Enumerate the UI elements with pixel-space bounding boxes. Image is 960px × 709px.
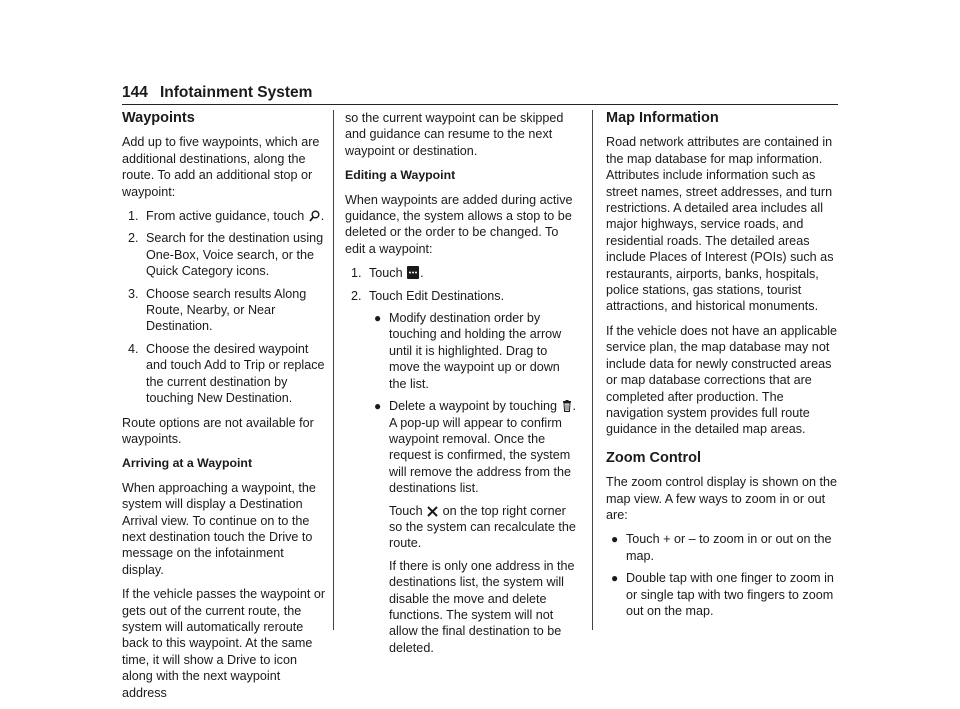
column-divider bbox=[333, 110, 334, 630]
close-icon bbox=[427, 506, 438, 517]
trash-icon bbox=[562, 400, 572, 412]
list-item: 2. Touch Edit Destinations. ● Modify destination order by touching and holding the arrow until it is highlighted. Drag to move the waypoint up or down the list. ● Delete a waypoint by touching . A pop-up will appear to confirm waypoint removal. Once the request is confirmed, the system will remove the address from the destinations list. Touch on the top right corner so the system can recalculate the route. If there is only one address in the destinations list, the system will disable the move and delete functions. The system will not allow the final destination to be deleted. bbox=[345, 288, 580, 657]
list-item: ● Touch + or – to zoom in or out on the map. bbox=[611, 532, 832, 563]
list-item: 3. Choose search results Along Route, Nearby, or Near Destination. bbox=[128, 286, 307, 334]
zoom-bullets bbox=[606, 531, 841, 619]
arriving-paragraph: When approaching a waypoint, the system will display a Destination Arrival view. To continue on to the next destination touch the Drive to message on the infotainment display. bbox=[122, 480, 316, 577]
reroute-paragraph: If the vehicle passes the waypoint or gets out of the current route, the system will automatically reroute back to this waypoint. At the same time, it will show a Drive to icon along with the next waypoint address bbox=[122, 587, 326, 700]
zoom-intro: The zoom control display is shown on the map view. A few ways to zoom in or out are: bbox=[606, 475, 838, 522]
map-information-paragraph: Road network attributes are contained in the map database for map information. Attributes include information such as street names, street addresses, and turn restrictions. A detailed area includes all major highways, service roads, and residential roads. The detailed areas include Places of Interest (POIs) such as restaurants, airports, banks, hospitals, police stations, gas stations, tourist attractions, and historical monuments. bbox=[606, 135, 834, 314]
waypoint-steps bbox=[122, 208, 327, 406]
route-options-note: Route options are not available for waypoints. bbox=[122, 415, 314, 446]
list-item: 1. From active guidance, touch . bbox=[128, 209, 325, 224]
map-information-heading: Map Information bbox=[606, 110, 719, 126]
page-header bbox=[122, 84, 838, 105]
column-divider bbox=[592, 110, 593, 630]
editing-bullets bbox=[369, 310, 580, 656]
list-item: 1. Touch . bbox=[351, 266, 424, 281]
column-3 bbox=[606, 110, 841, 625]
continued-paragraph: so the current waypoint can be skipped and guidance can resume to the next waypoint or destination. bbox=[345, 111, 564, 158]
search-icon bbox=[309, 210, 320, 222]
waypoints-intro: Add up to five waypoints, which are additional destinations, along the route. To add an additional stop or waypoint: bbox=[122, 135, 320, 199]
editing-intro: When waypoints are added during active guidance, the system allows a stop to be deleted or the order to be changed. To edit a waypoint: bbox=[345, 192, 573, 256]
list-item: 2. Search for the destination using One-Box, Voice search, or the Quick Category icons. bbox=[128, 231, 324, 279]
list-item: ● Delete a waypoint by touching . A pop-up will appear to confirm waypoint removal. Once the request is confirmed, the system will remove the address from the destinations list. Touch on the top right corner so the system can recalculate the route. If there is only one address in the destinations list, the system will disable the move and delete functions. The system will not allow the final destination to be deleted. bbox=[369, 398, 580, 656]
single-address-paragraph: If there is only one address in the destinations list, the system will disable the move and delete functions. The system will not allow the final destination to be deleted. bbox=[389, 558, 575, 655]
service-plan-paragraph: If the vehicle does not have an applicable service plan, the map database may not include data for newly constructed areas or map database corrections that are completed after production. The navigation system provides full route guidance in the detailed map areas. bbox=[606, 323, 838, 437]
column-2 bbox=[345, 110, 580, 664]
list-item: ● Modify destination order by touching and holding the arrow until it is highlighted. Drag to move the waypoint up or down the list. bbox=[374, 311, 562, 391]
list-item: 4. Choose the desired waypoint and touch Add to Trip or replace the current destination by touching New Destination. bbox=[128, 341, 325, 406]
column-1 bbox=[122, 110, 327, 709]
zoom-control-heading: Zoom Control bbox=[606, 449, 702, 466]
editing-heading: Editing a Waypoint bbox=[345, 168, 456, 183]
arriving-heading: Arriving at a Waypoint bbox=[122, 456, 253, 471]
touch-close-paragraph: Touch on the top right corner so the system can recalculate the route. bbox=[389, 503, 576, 551]
waypoints-heading: Waypoints bbox=[122, 110, 195, 126]
editing-steps bbox=[345, 265, 580, 656]
section-title: Infotainment System bbox=[160, 84, 313, 101]
list-item: ● Double tap with one finger to zoom in or single tap with two fingers to zoom out on the map. bbox=[611, 571, 834, 618]
page-number: 144 bbox=[122, 84, 148, 101]
menu-icon bbox=[407, 266, 419, 279]
